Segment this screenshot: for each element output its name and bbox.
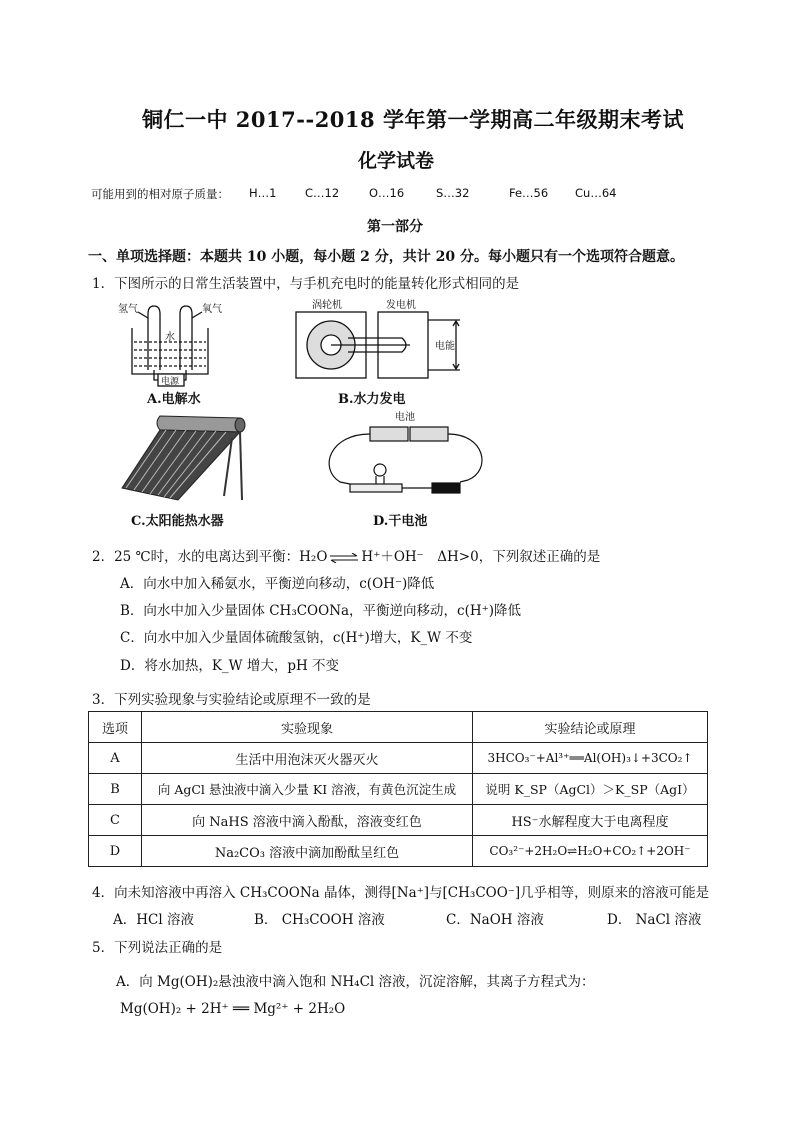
solar-heater-figure [120,408,250,508]
atomic-mass-cu: Cu…64 [575,186,617,200]
exam-subject: 化学试卷 [358,150,435,172]
electrolysis-figure [118,298,228,390]
section-heading: 一、单项选择题：本题共 10 小题，每小题 2 分，共计 20 分。每小题只有一个选项符合题意。 [88,249,684,265]
table-row [89,774,708,805]
table-row [89,743,708,774]
table-cell: C [89,805,142,836]
question-5-stem: 5．下列说法正确的是 [92,940,223,956]
question-2-stem-post: H⁺＋OH⁻ ΔH>0，下列叙述正确的是 [361,549,601,565]
question-3-stem: 3．下列实验现象与实验结论或原理不一致的是 [92,692,371,708]
table-cell: 向 AgCl 悬浊液中滴入少量 KI 溶液，有黄色沉淀生成 [142,774,473,805]
table-header-row [89,712,708,743]
atomic-mass-s: S…32 [436,186,470,200]
water-label: 水 [165,332,175,343]
question-1-stem: 1．下图所示的日常生活装置中，与手机充电时的能量转化形式相同的是 [92,276,520,292]
table-cell: B [89,774,142,805]
table-cell: A [89,743,142,774]
question-4-option-b: B． CH₃COOH 溶液 [254,912,385,928]
atomic-mass-c: C…12 [305,186,340,200]
turbine-label: 涡轮机 [312,300,342,311]
question-5-option-a: A．向 Mg(OH)₂悬浊液中滴入饱和 NH₄Cl 溶液，沉淀溶解，其离子方程式为： [116,974,595,990]
atomic-mass-fe: Fe…56 [509,186,549,200]
question-2-option-d: D．将水加热，K_W 增大，pH 不变 [120,658,340,674]
question-4-option-c: C．NaOH 溶液 [446,912,544,928]
energy-label: 电能 [435,341,455,352]
table-row [89,836,708,867]
table-cell: HS⁻水解程度大于电离程度 [473,805,708,836]
hydrogen-label: 氢气 [118,304,138,315]
question-4-option-a: A．HCl 溶液 [113,912,194,928]
table-cell: 向 NaHS 溶液中滴入酚酞，溶液变红色 [142,805,473,836]
equilibrium-arrow-icon [329,553,359,563]
atomic-mass-h: H…1 [249,186,277,200]
atomic-masses [0,186,794,202]
question-2-option-b: B．向水中加入少量固体 CH₃COONa，平衡逆向移动，c(H⁺)降低 [120,603,522,619]
table-cell: 3HCO₃⁻+Al³⁺══Al(OH)₃↓+3CO₂↑ [473,743,708,774]
figure-a-caption: A.电解水 [147,392,201,407]
figure-b-caption: B.水力发电 [338,392,406,407]
exam-title: 铜仁一中 2017--2018 学年第一学期高二年级期末考试 [142,107,684,132]
table-cell: Na₂CO₃ 溶液中滴加酚酞呈红色 [142,836,473,867]
hydropower-figure [290,298,475,390]
question-4-option-d: D． NaCl 溶液 [607,912,702,928]
table-cell: CO₃²⁻+2H₂O⇌H₂O+CO₂↑+2OH⁻ [473,836,708,867]
table-header-cell: 选项 [89,712,142,743]
experiment-table [88,711,708,867]
battery-label: 电池 [395,412,415,423]
figure-c-caption: C.太阳能热水器 [131,514,224,529]
question-2-stem-pre: 2．25 ℃时，水的电离达到平衡：H₂O [92,549,328,565]
atomic-mass-o: O…16 [369,186,405,200]
question-2-option-a: A．向水中加入稀氨水，平衡逆向移动，c(OH⁻)降低 [120,576,435,592]
generator-label: 发电机 [386,300,416,311]
table-header-cell: 实验现象 [142,712,473,743]
dry-cell-figure [320,408,490,498]
atomic-masses-label: 可能用到的相对原子质量： [91,187,229,201]
oxygen-label: 氧气 [202,304,222,315]
question-5-equation: Mg(OH)₂ + 2H⁺ ══ Mg²⁺ + 2H₂O [120,1001,346,1017]
table-cell: 说明 K_SP（AgCl）＞K_SP（AgI） [473,774,708,805]
table-cell: D [89,836,142,867]
table-cell: 生活中用泡沫灭火器灭火 [142,743,473,774]
table-row [89,805,708,836]
power-label: 电源 [161,377,180,387]
table-header-cell: 实验结论或原理 [473,712,708,743]
question-4-stem: 4．向未知溶液中再溶入 CH₃COONa 晶体，测得[Na⁺]与[CH₃COO⁻]几乎相等，则原来的溶液可能是 [92,885,710,901]
figure-d-caption: D.干电池 [373,514,428,529]
question-2-stem [92,545,600,565]
part-heading: 第一部分 [367,219,423,235]
question-2-option-c: C．向水中加入少量固体硫酸氢钠，c(H⁺)增大，K_W 不变 [120,630,473,646]
